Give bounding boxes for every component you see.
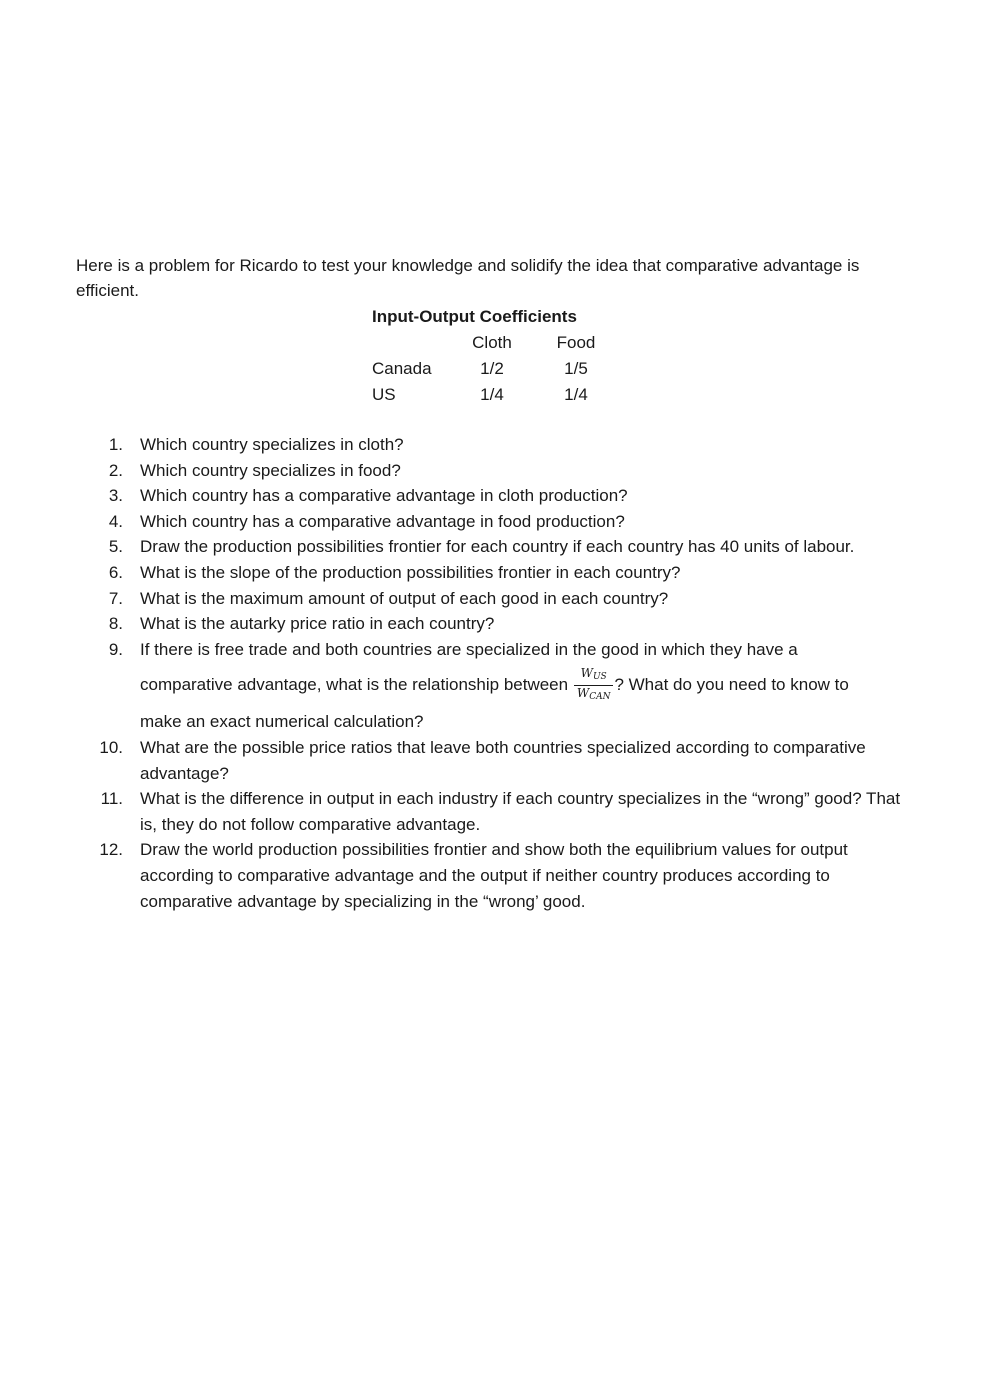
question-item-1 [0,432,915,458]
question-number: 3. [108,486,123,506]
table-row [372,382,626,408]
question-text: Which country has a comparative advantage in food production? [140,511,625,531]
question-list [0,432,993,914]
question-number: 12. [99,840,123,860]
question-text-line-3: make an exact numerical calculation? [140,712,424,732]
question-item-11 [0,786,915,837]
question-number: 10. [99,737,123,757]
question-text: What is the slope of the production possibilities frontier in each country? [140,562,681,582]
question-text: Which country has a comparative advantage in cloth production? [140,486,628,506]
question-number: 2. [108,460,123,480]
canada-cloth-cell: 1/2 [480,359,504,378]
intro-paragraph: Here is a problem for Ricardo to test your knowledge and solidify the idea that comparative advantage is efficient. [76,256,860,300]
table-title: Input-Output Coefficients [372,307,577,326]
question-text: What are the possible price ratios that leave both countries specialized according to comparative advantage? [140,737,866,783]
question-item-4 [0,509,915,535]
question-text-line-2 [140,667,915,704]
question-item-9 [0,637,915,735]
question-number: 9. [108,639,123,659]
question-number: 5. [108,537,123,557]
question-item-6 [0,560,915,586]
question-text: What is the maximum amount of output of each good in each country? [140,588,669,608]
canada-food-cell: 1/5 [564,359,588,378]
question-item-10 [0,735,915,786]
question-text-segment: ? What do you need to know to [614,675,849,695]
denominator-symbol: W [576,686,590,701]
table-header-row [372,330,626,356]
us-food-cell: 1/4 [564,385,588,404]
question-text-segment: comparative advantage, what is the relationship between [140,675,569,695]
question-number: 6. [108,562,123,582]
numerator-symbol: W [580,666,593,681]
numerator-subscript: US [592,672,607,683]
question-number: 11. [100,789,123,809]
question-number: 1. [108,435,123,454]
input-output-table [372,304,626,408]
question-item-7 [0,586,915,612]
question-item-12 [0,837,915,914]
question-text: Which country specializes in cloth? [140,435,404,454]
table-header-food: Food [556,333,596,352]
question-item-8 [0,611,915,637]
fraction-numerator [574,667,614,686]
table-header-cloth: Cloth [472,333,512,352]
row-label-us: US [372,385,396,404]
question-text: Draw the production possibilities frontier for each country if each country has 40 units of labour. [140,537,855,557]
question-item-5 [0,534,915,560]
question-item-3 [0,483,915,509]
denominator-subscript: CAN [589,692,611,703]
question-text: What is the difference in output in each industry if each country specializes in the “wrong” good? That is, they do not follow comparative advantage. [140,789,901,834]
question-text: Which country specializes in food? [140,460,401,480]
table-corner-cell [372,330,458,356]
table-title-row [372,304,626,330]
question-number: 4. [108,511,123,531]
question-item-2 [0,458,915,484]
us-cloth-cell: 1/4 [480,385,504,404]
question-text: What is the autarky price ratio in each country? [140,614,495,634]
fraction-denominator [574,686,614,704]
question-number: 7. [108,588,123,608]
row-label-canada: Canada [372,359,432,378]
question-text: Draw the world production possibilities frontier and show both the equilibrium values for output according to comparative advantage and the output if neither country produces according to comparative advantage by specializing in the “wrong’ good. [140,840,848,911]
table-row [372,356,626,382]
question-number: 8. [108,614,123,634]
question-text-line-1: If there is free trade and both countries are specialized in the good in which they have a [140,639,798,659]
wage-ratio-fraction [574,667,614,704]
